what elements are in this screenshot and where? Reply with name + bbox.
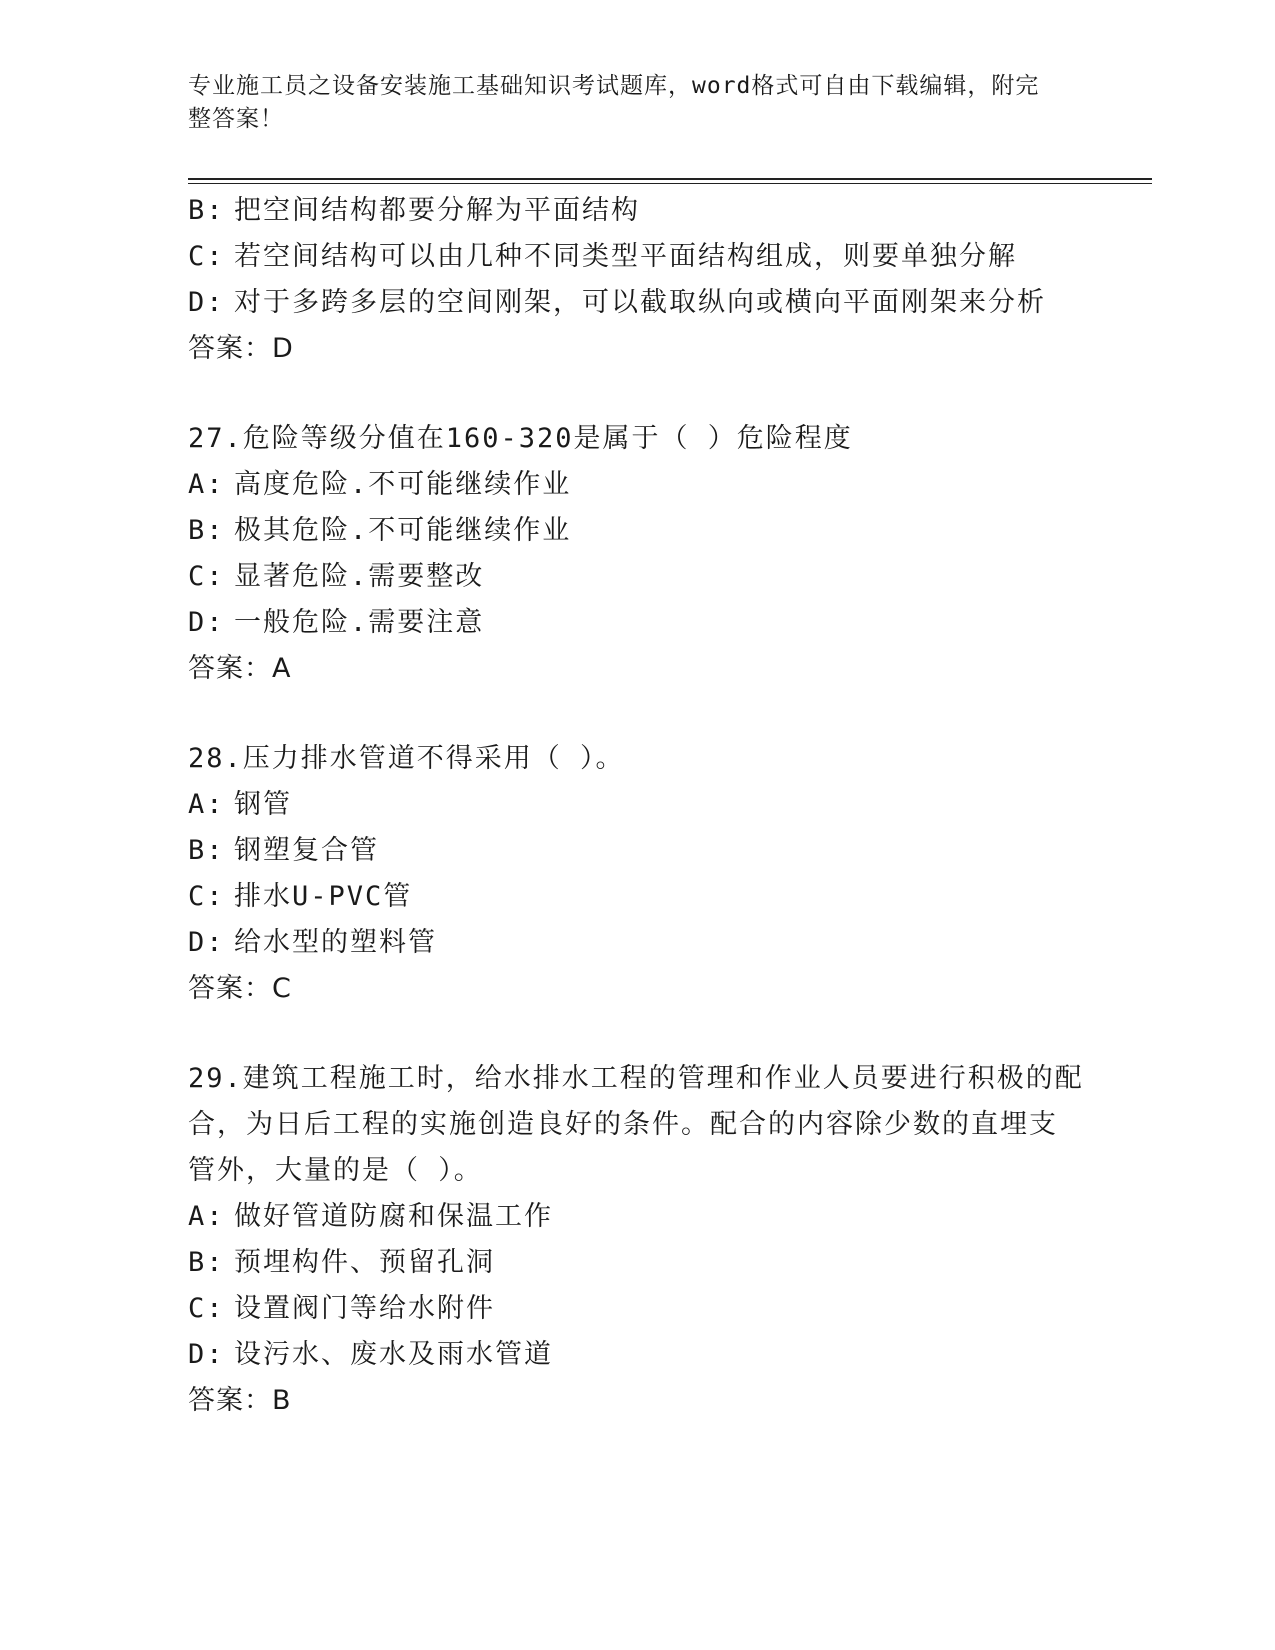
- option-text: 极其危险.不可能继续作业: [234, 515, 572, 546]
- option-c: [188, 234, 1088, 280]
- option-text: 给水型的塑料管: [234, 927, 437, 958]
- question-block-27: [188, 416, 1088, 692]
- answer-line: 答案：B: [188, 1385, 292, 1416]
- option-text: 预埋构件、预留孔洞: [234, 1247, 495, 1278]
- option-text: 排水U-PVC管: [234, 881, 413, 912]
- option-letter: A:: [188, 789, 225, 820]
- option-c: [188, 554, 1088, 600]
- page-header: [188, 70, 1068, 136]
- option-text: 一般危险.需要注意: [234, 607, 485, 638]
- option-text: 做好管道防腐和保温工作: [234, 1201, 553, 1232]
- question-block-26: [188, 188, 1088, 372]
- option-letter: B:: [188, 195, 225, 226]
- question-stem-line: 管外，大量的是（ ）。: [188, 1155, 483, 1186]
- header-divider-thin: [188, 183, 1152, 184]
- option-text: 高度危险.不可能继续作业: [234, 469, 572, 500]
- option-letter: D:: [188, 607, 225, 638]
- option-letter: C:: [188, 881, 225, 912]
- option-d: [188, 280, 1088, 326]
- option-b: [188, 1240, 1088, 1286]
- option-text: 钢塑复合管: [234, 835, 379, 866]
- option-letter: C:: [188, 561, 225, 592]
- question-content: [188, 188, 1088, 1424]
- header-line-2: 整答案！: [188, 106, 284, 132]
- option-letter: B:: [188, 1247, 225, 1278]
- option-letter: D:: [188, 287, 225, 318]
- option-a: [188, 1194, 1088, 1240]
- option-d: [188, 920, 1088, 966]
- header-divider-thick: [188, 178, 1152, 180]
- option-letter: C:: [188, 1293, 225, 1324]
- answer-line: 答案：A: [188, 653, 292, 684]
- spacer: [188, 372, 1088, 416]
- option-text: 把空间结构都要分解为平面结构: [234, 195, 640, 226]
- question-stem: 27.危险等级分值在160-320是属于（ ）危险程度: [188, 423, 853, 454]
- header-line-1: 专业施工员之设备安装施工基础知识考试题库，word格式可自由下载编辑，附完: [188, 73, 1040, 99]
- option-letter: D:: [188, 1339, 225, 1370]
- option-b: [188, 828, 1088, 874]
- option-letter: A:: [188, 1201, 225, 1232]
- question-stem-line: 合，为日后工程的实施创造良好的条件。配合的内容除少数的直埋支: [188, 1109, 1058, 1140]
- spacer: [188, 692, 1088, 736]
- option-d: [188, 600, 1088, 646]
- option-letter: C:: [188, 241, 225, 272]
- question-stem-line: 29.建筑工程施工时，给水排水工程的管理和作业人员要进行积极的配: [188, 1063, 1084, 1094]
- option-a: [188, 462, 1088, 508]
- option-b: [188, 188, 1088, 234]
- option-d: [188, 1332, 1088, 1378]
- option-letter: A:: [188, 469, 225, 500]
- spacer: [188, 1012, 1088, 1056]
- option-c: [188, 1286, 1088, 1332]
- option-text: 对于多跨多层的空间刚架，可以截取纵向或横向平面刚架来分析: [234, 287, 1046, 318]
- question-stem: 28.压力排水管道不得采用（ ）。: [188, 743, 625, 774]
- option-text: 设置阀门等给水附件: [234, 1293, 495, 1324]
- option-letter: B:: [188, 515, 225, 546]
- option-b: [188, 508, 1088, 554]
- option-text: 钢管: [234, 789, 292, 820]
- question-block-29: [188, 1056, 1088, 1424]
- option-letter: B:: [188, 835, 225, 866]
- answer-line: 答案：C: [188, 973, 292, 1004]
- question-block-28: [188, 736, 1088, 1012]
- option-letter: D:: [188, 927, 225, 958]
- answer-line: 答案：D: [188, 333, 294, 364]
- option-text: 设污水、废水及雨水管道: [234, 1339, 553, 1370]
- option-text: 显著危险.需要整改: [234, 561, 485, 592]
- option-text: 若空间结构可以由几种不同类型平面结构组成，则要单独分解: [234, 241, 1017, 272]
- option-a: [188, 782, 1088, 828]
- option-c: [188, 874, 1088, 920]
